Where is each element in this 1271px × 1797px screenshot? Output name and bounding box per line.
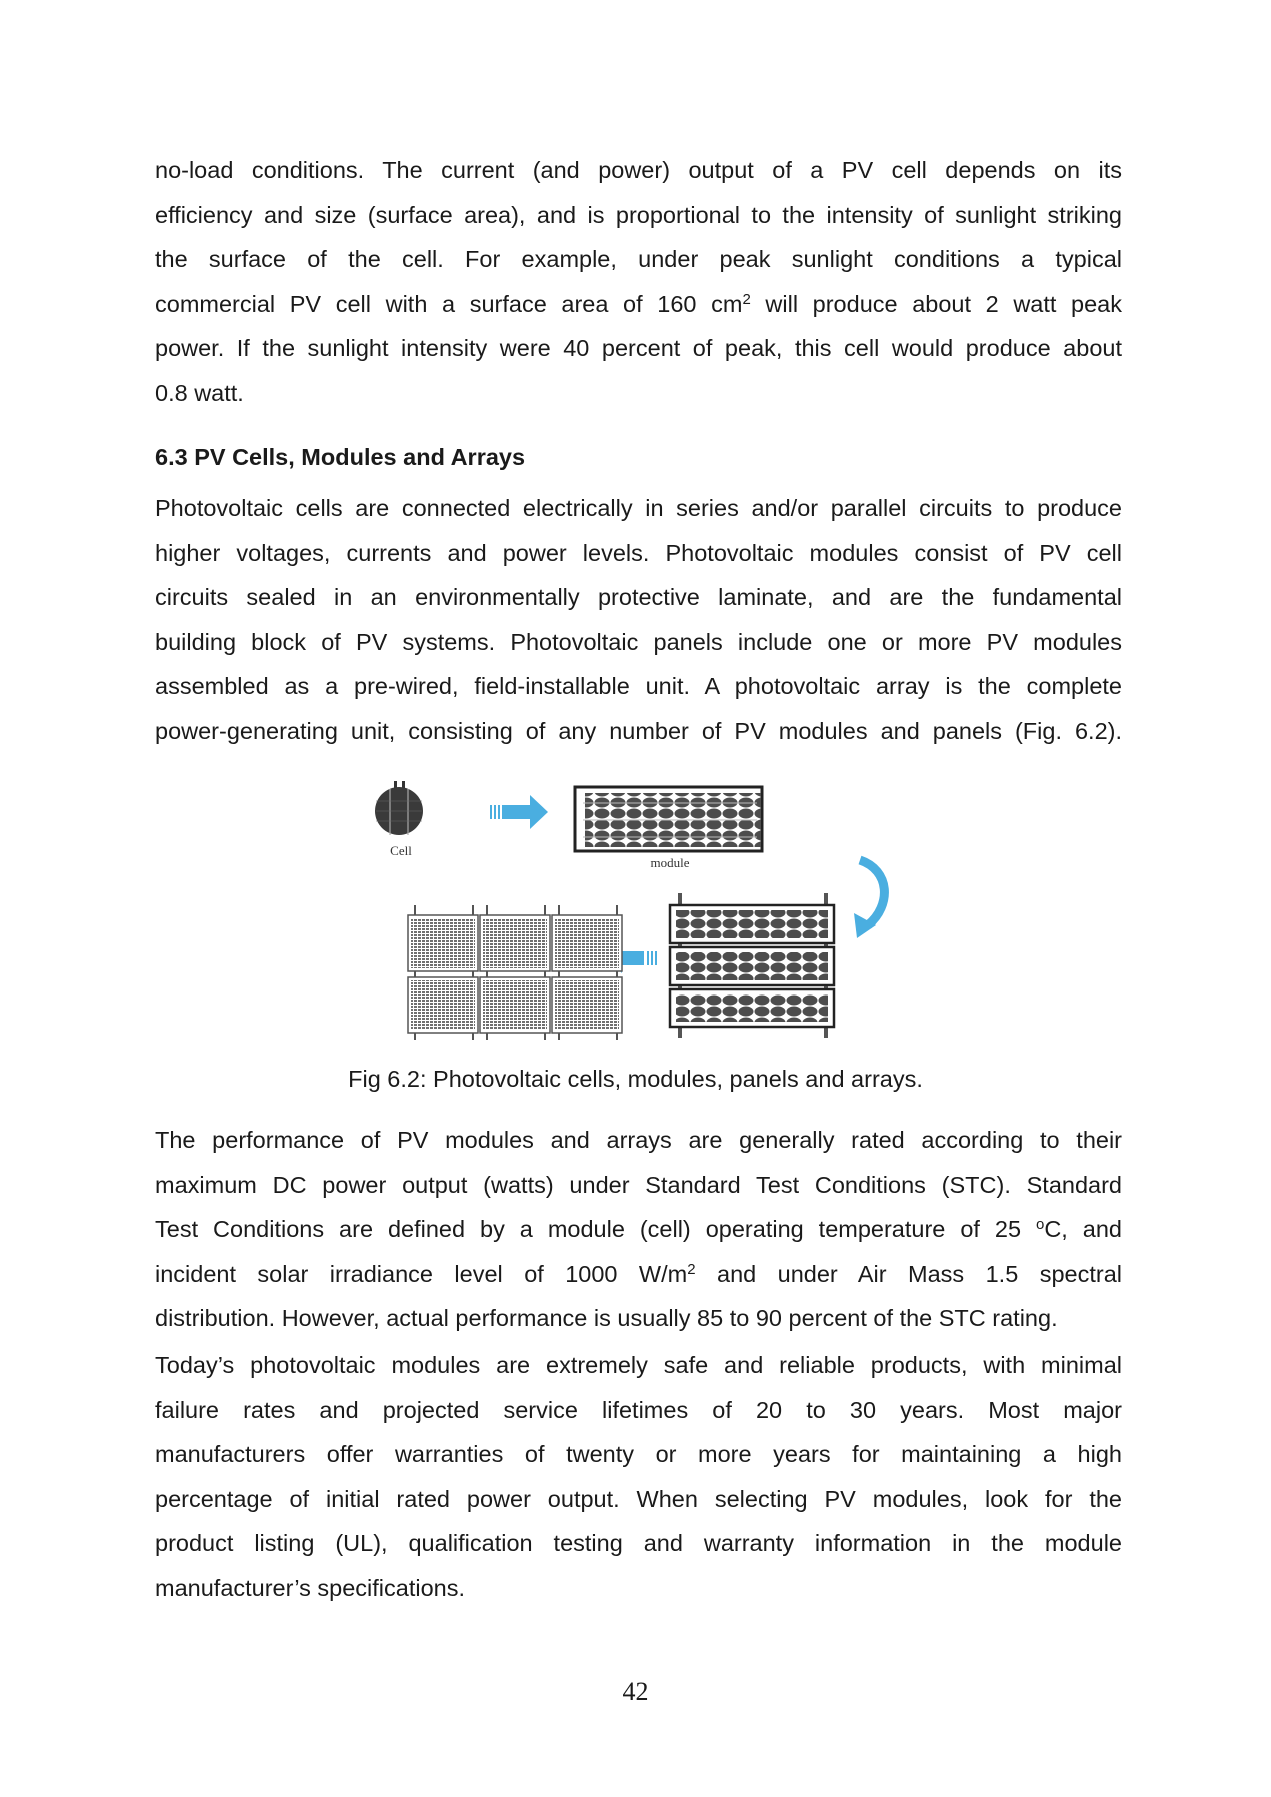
- text-line: [155, 282, 1122, 327]
- text-line: 0.8 watt.: [155, 379, 244, 406]
- paragraph-reliability: [155, 1343, 1122, 1610]
- paragraph-cells-modules: [155, 486, 1122, 753]
- text-line: power-generating unit, consisting of any number of PV modules and panels (Fig. 6.2).: [155, 717, 1122, 744]
- text-line: Photovoltaic cells are connected electrically in series and/or parallel circuits to produce: [155, 495, 1122, 521]
- paragraph-performance: [155, 1118, 1122, 1341]
- text-line: the surface of the cell. For example, under peak sunlight conditions a typical: [155, 246, 1122, 272]
- curved-arrow-icon: [854, 860, 884, 938]
- text-line: distribution. However, actual performance is usually 85 to 90 percent of the STC rating.: [155, 1305, 1058, 1331]
- text-line: [155, 1252, 1122, 1297]
- pv-cell-icon: [375, 781, 423, 835]
- text-line: efficiency and size (surface area), and is proportional to the intensity of sunlight striking: [155, 201, 1122, 228]
- paragraph-intro: [155, 148, 1122, 415]
- page-number: 42: [622, 1677, 649, 1706]
- text-fragment: incident solar irradiance level of 1000 W/m: [155, 1260, 688, 1287]
- figure-caption: Fig 6.2: Photovoltaic cells, modules, panels and arrays.: [348, 1066, 923, 1092]
- text-fragment: will produce about 2 watt peak: [750, 290, 1123, 317]
- text-line: failure rates and projected service lifetimes of 20 to 30 years. Most major: [155, 1396, 1122, 1423]
- text-line: power. If the sunlight intensity were 40 percent of peak, this cell would produce about: [155, 335, 1122, 361]
- text-fragment: commercial PV cell with a surface area of 160 cm: [155, 290, 743, 317]
- section-heading: 6.3 PV Cells, Modules and Arrays: [155, 444, 526, 470]
- text-line: no-load conditions. The current (and power) output of a PV cell depends on its: [155, 157, 1122, 183]
- text-line: product listing (UL), qualification testing and warranty information in the module: [155, 1530, 1122, 1556]
- text-line: [155, 1207, 1122, 1252]
- text-fragment: and under Air Mass 1.5 spectral: [695, 1260, 1122, 1287]
- text-line: building block of PV systems. Photovoltaic panels include one or more PV modules: [155, 628, 1122, 655]
- superscript: o: [1035, 1216, 1045, 1233]
- text-line: maximum DC power output (watts) under Standard Test Conditions (STC). Standard: [155, 1171, 1122, 1198]
- text-line: assembled as a pre-wired, field-installable unit. A photovoltaic array is the complete: [155, 673, 1122, 699]
- text-line: higher voltages, currents and power levels. Photovoltaic modules consist of PV cell: [155, 539, 1122, 566]
- text-fragment: Test Conditions are defined by a module (cell) operating temperature of 25: [155, 1216, 1036, 1242]
- text-line: circuits sealed in an environmentally protective laminate, and are the fundamental: [155, 584, 1122, 610]
- text-line: manufacturers offer warranties of twenty or more years for maintaining a high: [155, 1441, 1122, 1467]
- superscript: 2: [742, 290, 751, 308]
- text-fragment: C, and: [1044, 1216, 1122, 1242]
- pv-module-icon: [575, 787, 762, 851]
- superscript: 2: [687, 1260, 696, 1278]
- pv-figure: [370, 775, 910, 1045]
- arrow-right-icon: [490, 795, 548, 829]
- module-label: module: [650, 855, 690, 870]
- text-line: The performance of PV modules and arrays are generally rated according to their: [155, 1127, 1122, 1153]
- cell-label: Cell: [390, 843, 412, 858]
- pv-array-icon: [408, 905, 622, 1040]
- text-line: manufacturer’s specifications.: [155, 1574, 465, 1601]
- text-line: Today’s photovoltaic modules are extremely safe and reliable products, with minimal: [155, 1352, 1122, 1378]
- pv-panel-icon: [670, 893, 834, 1038]
- text-line: percentage of initial rated power output. When selecting PV modules, look for the: [155, 1485, 1122, 1512]
